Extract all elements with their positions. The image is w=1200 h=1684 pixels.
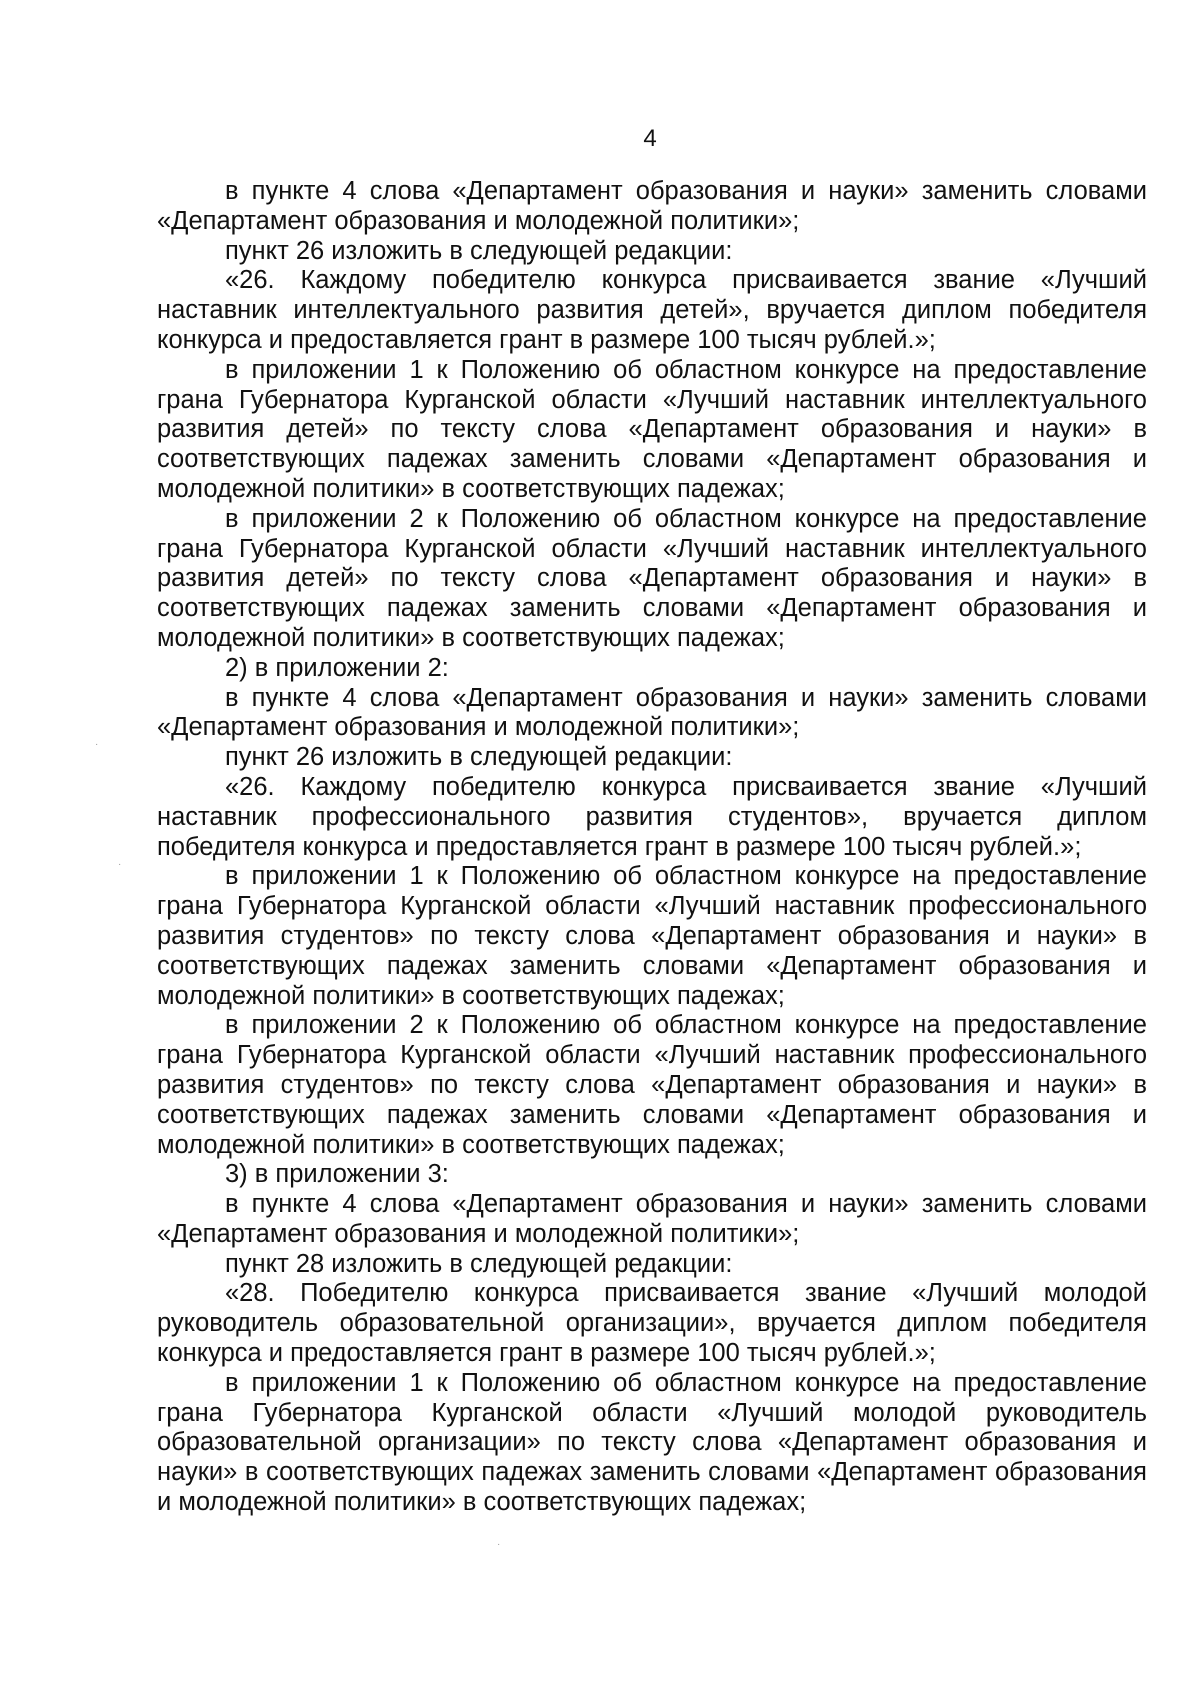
scan-speck: · bbox=[497, 1539, 501, 1550]
paragraph: 3) в приложении 3: bbox=[225, 1160, 449, 1189]
paragraph: в приложении 2 к Положению об областном конкурсе на предоставление грана Губернатора Курганской области «Лучший наставник интеллектуального развития детей» по тексту слова «Департамент образования и науки» в соответствующих падежах заменить словами «Департамент образования и молодежной политики» в соответствующих падежах; bbox=[157, 504, 1147, 652]
document-body bbox=[157, 177, 1147, 1518]
paragraph: пункт 28 изложить в следующей редакции: bbox=[225, 1249, 733, 1278]
page-number: 4 bbox=[643, 125, 657, 152]
paragraph: в приложении 1 к Положению об областном конкурсе на предоставление грана Губернатора Курганской области «Лучший наставник профессионального развития студентов» по тексту слова «Департамент образования и науки» в соответствующих падежах заменить словами «Департамент образования и молодежной политики» в соответствующих падежах; bbox=[157, 862, 1147, 1010]
paragraph: в приложении 1 к Положению об областном конкурсе на предоставление грана Губернатора Курганской области «Лучший наставник интеллектуального развития детей» по тексту слова «Департамент образования и науки» в соответствующих падежах заменить словами «Департамент образования и молодежной политики» в соответствующих падежах; bbox=[157, 355, 1147, 503]
paragraph: в приложении 1 к Положению об областном конкурсе на предоставление грана Губернатора Курганской области «Лучший молодой руководитель образовательной организации» по тексту слова «Департамент образования и науки» в соответствующих падежах заменить словами «Департамент образования и молодежной политики» в соответствующих падежах; bbox=[157, 1368, 1147, 1517]
paragraph: в пункте 4 слова «Департамент образования и науки» заменить словами «Департамент образования и молодежной политики»; bbox=[157, 1190, 1147, 1248]
paragraph: «26. Каждому победителю конкурса присваивается звание «Лучший наставник интеллектуального развития детей», вручается диплом победителя конкурса и предоставляется грант в размере 100 тысяч рублей.»; bbox=[157, 266, 1147, 354]
paragraph: 2) в приложении 2: bbox=[225, 653, 449, 682]
paragraph: в пункте 4 слова «Департамент образования и науки» заменить словами «Департамент образования и молодежной политики»; bbox=[157, 683, 1147, 742]
paragraph: в приложении 2 к Положению об областном конкурсе на предоставление грана Губернатора Курганской области «Лучший наставник профессионального развития студентов» по тексту слова «Департамент образования и науки» в соответствующих падежах заменить словами «Департамент образования и молодежной политики» в соответствующих падежах; bbox=[157, 1011, 1147, 1159]
paragraph: «26. Каждому победителю конкурса присваивается звание «Лучший наставник профессионального развития студентов», вручается диплом победителя конкурса и предоставляется грант в размере 100 тысяч рублей.»; bbox=[157, 772, 1147, 861]
paragraph: в пункте 4 слова «Департамент образования и науки» заменить словами «Департамент образования и молодежной политики»; bbox=[157, 177, 1147, 235]
scan-speck: · bbox=[95, 739, 99, 750]
paragraph: пункт 26 изложить в следующей редакции: bbox=[225, 236, 733, 265]
paragraph: пункт 26 изложить в следующей редакции: bbox=[225, 743, 733, 772]
paragraph: «28. Победителю конкурса присваивается звание «Лучший молодой руководитель образовательной организации», вручается диплом победителя конкурса и предоставляется грант в размере 100 тысяч рублей.»; bbox=[157, 1279, 1147, 1368]
scan-speck: · bbox=[118, 859, 122, 870]
